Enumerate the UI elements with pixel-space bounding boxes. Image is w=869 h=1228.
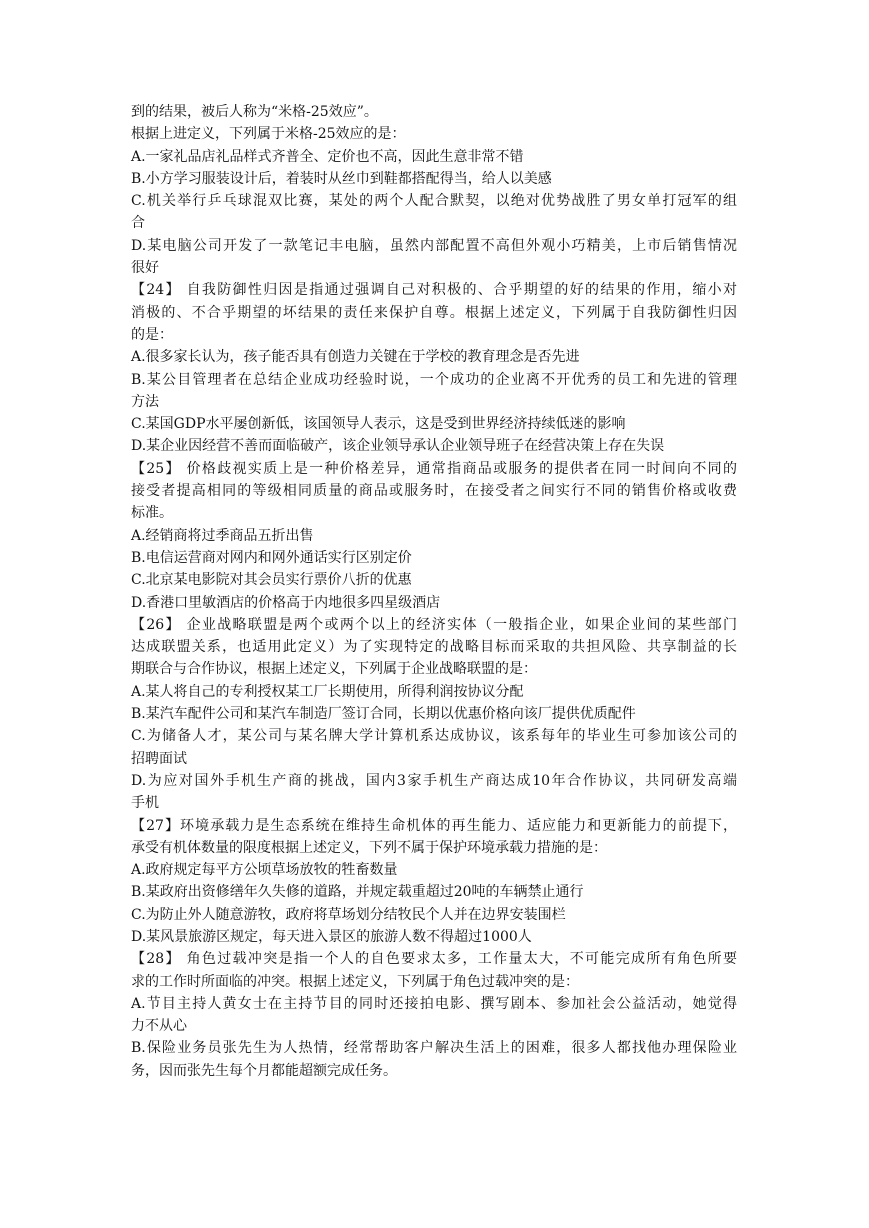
text-line: 接受者提高相同的等级相同质量的商品或服务时，在接受者之间实行不同的销售价格或收费 xyxy=(131,483,737,500)
text-line: 力不从心 xyxy=(131,1018,187,1035)
text-line: A.很多家长认为，孩子能否具有创造力关键在于学校的教育理念是否先进 xyxy=(131,349,580,366)
text-line: B.保险业务员张先生为人热情，经常帮助客户解决生活上的困难，很多人都找他办理保险业 xyxy=(131,1040,737,1057)
text-line: 【24】 自我防御性归因是指通过强调自己对积极的、合乎期望的好的结果的作用，缩小对 xyxy=(131,282,737,299)
text-line: 标准。 xyxy=(131,505,173,522)
text-line: 【25】 价格歧视实质上是一种价格差异，通常指商品或服务的提供者在同一时间向不同的 xyxy=(131,460,737,477)
text-line: 达成联盟关系，也适用此定义）为了实现特定的战略目标而采取的共担风险、共享制益的长 xyxy=(131,639,737,656)
text-line: D.某风景旅游区规定，每天进入景区的旅游人数不得超过1000人 xyxy=(131,928,532,945)
text-line: C.为储备人才，某公司与某名牌大学计算机系达成协议，该系每年的毕业生可参加该公司的 xyxy=(131,728,737,745)
text-line: 【26】 企业战略联盟是两个或两个以上的经济实体（一般指企业，如果企业间的某些部门 xyxy=(131,616,737,633)
text-line: 求的工作时所面临的冲突。根据上述定义，下列属于角色过载冲突的是： xyxy=(131,973,579,990)
text-line: B.电信运营商对网内和网外通话实行区别定价 xyxy=(131,549,412,566)
text-line: 根据上进定义，下列属于米格-25效应的是： xyxy=(131,126,406,143)
text-line: B.小方学习服装设计后，着装时从丝巾到鞋都搭配得当，给人以美感 xyxy=(131,170,552,187)
text-line: C.北京某电影院对其会员实行票价八折的优惠 xyxy=(131,572,412,589)
text-line: D.香港口里敏酒店的价格高于内地很多四星级酒店 xyxy=(131,594,441,611)
text-line: 【28】 角色过载冲突是指一个人的自色要求太多，工作量太大，不可能完成所有角色所要 xyxy=(131,951,737,968)
text-line: B.某汽车配件公司和某汽车制造厂签订合同，长期以优惠价格向该厂提供优质配件 xyxy=(131,706,636,723)
text-line: C.为防止外人随意游牧，政府将草场划分结牧民个人并在边界安装围栏 xyxy=(131,906,566,923)
document-page xyxy=(131,101,737,1082)
text-line: 承受有机体数量的限度根据上述定义，下列不属于保护环境承载力措施的是： xyxy=(131,839,607,856)
text-line: 招聘面试 xyxy=(131,750,187,767)
text-line: 方法 xyxy=(131,393,159,410)
text-line: A.某人将自己的专利授权某工厂长期使用，所得利润按协议分配 xyxy=(131,683,524,700)
text-line: D.为应对国外手机生产商的挑战，国内3家手机生产商达成10年合作协议，共同研发高端 xyxy=(131,772,737,789)
text-line: 期联合与合作协议，根据上述定义，下列属于企业战略联盟的是： xyxy=(131,661,537,678)
text-line: A.节目主持人黄女士在主持节目的同时还接拍电影、撰写剧本、参加社会公益活动，她觉得 xyxy=(131,995,737,1012)
text-line: 到的结果，被后人称为“米格-25效应”。 xyxy=(131,104,378,120)
text-line: 很好 xyxy=(131,260,159,277)
text-line: 的是： xyxy=(131,326,173,343)
text-line: A.一家礼品店礼品样式齐普全、定价也不高，因此生意非常不错 xyxy=(131,148,524,165)
text-line: D.某企业因经营不善而面临破产，该企业领导承认企业领导班子在经营决策上存在失误 xyxy=(131,438,665,455)
text-line: 【27】环境承载力是生态系统在维持生命机体的再生能力、适应能力和更新能力的前提下， xyxy=(131,817,737,834)
text-line: C.某国GDP水平屡创新低，该国领导人表示，这是受到世界经济持续低迷的影响 xyxy=(131,416,626,433)
text-line: C.机关举行乒乓球混双比赛，某处的两个人配合默契，以绝对优势战胜了男女单打冠军的组 xyxy=(131,193,737,210)
text-line: 消极的、不合乎期望的坏结果的责任来保护自尊。根据上述定义，下列属于自我防御性归因 xyxy=(131,304,737,321)
text-line: A.政府规定每平方公顷草场放牧的牲畜数量 xyxy=(131,862,398,879)
text-line: 合 xyxy=(131,215,145,232)
text-line: B.某公目管理者在总结企业成功经验时说，一个成功的企业离不开优秀的员工和先进的管理 xyxy=(131,371,737,388)
text-line: B.某政府出资修缮年久失修的道路，并规定载重超过20吨的车辆禁止通行 xyxy=(131,884,584,901)
text-line: D.某电脑公司开发了一款笔记丰电脑，虽然内部配置不高但外观小巧精美，上市后销售情况 xyxy=(131,237,737,254)
text-line: 务，因而张先生每个月都能超额完成任务。 xyxy=(131,1062,397,1079)
text-line: 手机 xyxy=(131,795,159,812)
text-line: A.经销商将过季商品五折出售 xyxy=(131,527,314,544)
